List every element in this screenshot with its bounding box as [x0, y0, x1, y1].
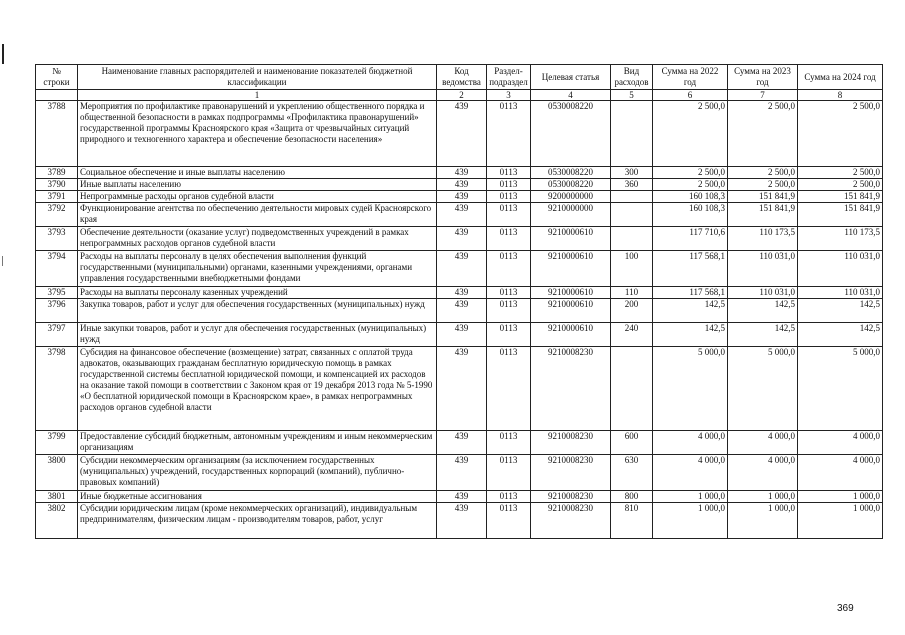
row-target-article: 0530008220 — [531, 101, 611, 167]
row-sum-2023: 110 031,0 — [728, 287, 798, 299]
col-header: Сумма на 2023 год — [728, 65, 798, 90]
col-header: Вид расходов — [611, 65, 653, 90]
row-target-article: 9210008230 — [531, 455, 611, 491]
row-target-article: 9210008230 — [531, 491, 611, 503]
row-sum-2024: 1 000,0 — [798, 503, 883, 539]
row-number: 3798 — [36, 347, 78, 431]
row-department-code: 439 — [437, 179, 487, 191]
row-section-code: 0113 — [487, 431, 531, 455]
row-expense-type — [611, 101, 653, 167]
row-section-code: 0113 — [487, 455, 531, 491]
row-section-code: 0113 — [487, 203, 531, 227]
row-sum-2023: 4 000,0 — [728, 431, 798, 455]
row-sum-2022: 160 108,3 — [653, 191, 728, 203]
row-department-code: 439 — [437, 251, 487, 287]
row-department-code: 439 — [437, 347, 487, 431]
row-expense-type — [611, 191, 653, 203]
row-sum-2022: 142,5 — [653, 323, 728, 347]
row-expense-type — [611, 347, 653, 431]
row-name: Социальное обеспечение и иные выплаты населению — [78, 167, 437, 179]
col-number — [36, 90, 78, 101]
scan-edge-mark — [2, 44, 4, 64]
row-sum-2022: 160 108,3 — [653, 203, 728, 227]
row-sum-2022: 142,5 — [653, 299, 728, 323]
row-number: 3802 — [36, 503, 78, 539]
row-sum-2023: 2 500,0 — [728, 167, 798, 179]
row-sum-2022: 4 000,0 — [653, 431, 728, 455]
row-sum-2023: 151 841,9 — [728, 203, 798, 227]
row-number: 3792 — [36, 203, 78, 227]
col-number: 2 — [437, 90, 487, 101]
row-name: Субсидии юридическим лицам (кроме некоммерческих организаций), индивидуальным предпринимателям, физическим лицам - производителям товаров, работ, услуг — [78, 503, 437, 539]
row-sum-2023: 151 841,9 — [728, 191, 798, 203]
table-row — [36, 503, 883, 539]
row-expense-type: 800 — [611, 491, 653, 503]
table-row — [36, 251, 883, 287]
row-target-article: 9210008230 — [531, 431, 611, 455]
row-sum-2022: 117 568,1 — [653, 251, 728, 287]
table-row — [36, 299, 883, 323]
row-expense-type: 600 — [611, 431, 653, 455]
row-target-article: 9210000610 — [531, 227, 611, 251]
row-name: Расходы на выплаты персоналу казенных учреждений — [78, 287, 437, 299]
row-sum-2023: 1 000,0 — [728, 503, 798, 539]
row-section-code: 0113 — [487, 179, 531, 191]
row-expense-type — [611, 203, 653, 227]
row-expense-type: 240 — [611, 323, 653, 347]
row-department-code: 439 — [437, 167, 487, 179]
col-number: 5 — [611, 90, 653, 101]
row-sum-2024: 2 500,0 — [798, 179, 883, 191]
row-expense-type: 360 — [611, 179, 653, 191]
col-header: Целевая статья — [531, 65, 611, 90]
row-name: Функционирование агентства по обеспечению деятельности мировых судей Красноярского края — [78, 203, 437, 227]
row-sum-2024: 2 500,0 — [798, 167, 883, 179]
row-sum-2024: 4 000,0 — [798, 455, 883, 491]
row-sum-2024: 110 173,5 — [798, 227, 883, 251]
row-sum-2022: 4 000,0 — [653, 455, 728, 491]
row-sum-2024: 151 841,9 — [798, 191, 883, 203]
table-body — [36, 101, 883, 539]
row-target-article: 9210000610 — [531, 323, 611, 347]
col-header: Код ведомства — [437, 65, 487, 90]
row-section-code: 0113 — [487, 299, 531, 323]
row-expense-type: 110 — [611, 287, 653, 299]
table-row — [36, 323, 883, 347]
row-department-code: 439 — [437, 455, 487, 491]
row-number: 3788 — [36, 101, 78, 167]
row-sum-2023: 110 173,5 — [728, 227, 798, 251]
row-target-article: 9210000610 — [531, 251, 611, 287]
row-name: Обеспечение деятельности (оказание услуг) подведомственных учреждений в рамках непрограммных расходов органов судебной власти — [78, 227, 437, 251]
table-row — [36, 491, 883, 503]
row-section-code: 0113 — [487, 287, 531, 299]
row-department-code: 439 — [437, 101, 487, 167]
table-row — [36, 431, 883, 455]
row-number: 3791 — [36, 191, 78, 203]
row-department-code: 439 — [437, 227, 487, 251]
page-number: 369 — [837, 603, 854, 614]
row-number: 3800 — [36, 455, 78, 491]
col-number: 1 — [78, 90, 437, 101]
row-section-code: 0113 — [487, 323, 531, 347]
row-target-article: 9210008230 — [531, 347, 611, 431]
row-section-code: 0113 — [487, 167, 531, 179]
row-section-code: 0113 — [487, 191, 531, 203]
table-row — [36, 347, 883, 431]
row-sum-2023: 5 000,0 — [728, 347, 798, 431]
row-sum-2024: 151 841,9 — [798, 203, 883, 227]
col-header: Наименование главных распорядителей и наименование показателей бюджетной классификации — [78, 65, 437, 90]
row-sum-2024: 5 000,0 — [798, 347, 883, 431]
row-sum-2022: 5 000,0 — [653, 347, 728, 431]
row-name: Мероприятия по профилактике правонарушений и укреплению общественного порядка и общественной безопасности в рамках подпрограммы «Профилактика правонарушений» государственной программы Красноярского края «Защита от чрезвычайных ситуаций природного и техногенного характера и обеспечение безопасности населения» — [78, 101, 437, 167]
row-section-code: 0113 — [487, 101, 531, 167]
col-number: 3 — [487, 90, 531, 101]
row-sum-2022: 2 500,0 — [653, 167, 728, 179]
row-target-article: 9210000610 — [531, 287, 611, 299]
row-expense-type — [611, 227, 653, 251]
col-number: 4 — [531, 90, 611, 101]
row-name: Расходы на выплаты персоналу в целях обеспечения выполнения функций государственными (муниципальными) органами, казенными учреждениями, органами управления государственными внебюджетными фондами — [78, 251, 437, 287]
row-sum-2024: 142,5 — [798, 299, 883, 323]
row-section-code: 0113 — [487, 347, 531, 431]
col-number: 7 — [728, 90, 798, 101]
row-number: 3790 — [36, 179, 78, 191]
row-name: Иные закупки товаров, работ и услуг для обеспечения государственных (муниципальных) нужд — [78, 323, 437, 347]
row-number: 3799 — [36, 431, 78, 455]
row-sum-2022: 117 568,1 — [653, 287, 728, 299]
row-sum-2024: 2 500,0 — [798, 101, 883, 167]
row-target-article: 0530008220 — [531, 167, 611, 179]
row-name: Субсидии некоммерческим организациям (за исключением государственных (муниципальных) учреждений, государственных корпораций (компаний), публично-правовых компаний) — [78, 455, 437, 491]
table-row — [36, 179, 883, 191]
row-sum-2024: 142,5 — [798, 323, 883, 347]
row-sum-2022: 117 710,6 — [653, 227, 728, 251]
table-row — [36, 101, 883, 167]
row-number: 3795 — [36, 287, 78, 299]
row-expense-type: 200 — [611, 299, 653, 323]
col-header: № строки — [36, 65, 78, 90]
row-section-code: 0113 — [487, 251, 531, 287]
row-target-article: 9210008230 — [531, 503, 611, 539]
row-target-article: 0530008220 — [531, 179, 611, 191]
row-sum-2023: 142,5 — [728, 323, 798, 347]
table-row — [36, 227, 883, 251]
row-name: Иные выплаты населению — [78, 179, 437, 191]
row-sum-2023: 4 000,0 — [728, 455, 798, 491]
row-sum-2022: 1 000,0 — [653, 491, 728, 503]
row-department-code: 439 — [437, 287, 487, 299]
row-sum-2024: 1 000,0 — [798, 491, 883, 503]
row-target-article: 9210000610 — [531, 299, 611, 323]
row-sum-2023: 2 500,0 — [728, 179, 798, 191]
row-department-code: 439 — [437, 299, 487, 323]
row-sum-2024: 110 031,0 — [798, 287, 883, 299]
row-number: 3796 — [36, 299, 78, 323]
row-sum-2022: 2 500,0 — [653, 101, 728, 167]
row-number: 3789 — [36, 167, 78, 179]
row-number: 3797 — [36, 323, 78, 347]
row-number: 3793 — [36, 227, 78, 251]
col-number: 8 — [798, 90, 883, 101]
col-header: Сумма на 2022 год — [653, 65, 728, 90]
row-section-code: 0113 — [487, 227, 531, 251]
row-target-article: 9200000000 — [531, 191, 611, 203]
row-name: Закупка товаров, работ и услуг для обеспечения государственных (муниципальных) нужд — [78, 299, 437, 323]
row-department-code: 439 — [437, 491, 487, 503]
row-number: 3801 — [36, 491, 78, 503]
row-department-code: 439 — [437, 203, 487, 227]
row-department-code: 439 — [437, 323, 487, 347]
row-sum-2023: 2 500,0 — [728, 101, 798, 167]
table-row — [36, 203, 883, 227]
row-department-code: 439 — [437, 431, 487, 455]
row-sum-2022: 2 500,0 — [653, 179, 728, 191]
scan-edge-mark — [2, 256, 3, 266]
col-header: Сумма на 2024 год — [798, 65, 883, 90]
row-sum-2023: 1 000,0 — [728, 491, 798, 503]
row-sum-2024: 110 031,0 — [798, 251, 883, 287]
row-sum-2022: 1 000,0 — [653, 503, 728, 539]
col-header: Раздел-подраздел — [487, 65, 531, 90]
row-section-code: 0113 — [487, 491, 531, 503]
budget-table — [35, 64, 883, 539]
table-row — [36, 191, 883, 203]
row-sum-2023: 110 031,0 — [728, 251, 798, 287]
row-expense-type: 630 — [611, 455, 653, 491]
table-row — [36, 287, 883, 299]
row-name: Предоставление субсидий бюджетным, автономным учреждениям и иным некоммерческим организациям — [78, 431, 437, 455]
row-name: Иные бюджетные ассигнования — [78, 491, 437, 503]
row-department-code: 439 — [437, 503, 487, 539]
row-name: Субсидия на финансовое обеспечение (возмещение) затрат, связанных с оплатой труда адвокатов, оказывающих гражданам бесплатную юридическую помощь в рамках государственной системы бесплатной юридической помощи, и компенсацией их расходов на оказание такой помощи в соответствии с Законом края от 19 декабря 2013 года № 5-1990 «О бесплатной юридической помощи в Красноярском крае», в рамках непрограммных расходов органов судебной власти — [78, 347, 437, 431]
table-row — [36, 455, 883, 491]
column-number-row — [36, 90, 883, 101]
row-section-code: 0113 — [487, 503, 531, 539]
row-name: Непрограммные расходы органов судебной власти — [78, 191, 437, 203]
row-sum-2024: 4 000,0 — [798, 431, 883, 455]
row-expense-type: 100 — [611, 251, 653, 287]
row-sum-2023: 142,5 — [728, 299, 798, 323]
row-department-code: 439 — [437, 191, 487, 203]
row-expense-type: 300 — [611, 167, 653, 179]
table-row — [36, 167, 883, 179]
header-row — [36, 65, 883, 90]
row-target-article: 9210000000 — [531, 203, 611, 227]
row-number: 3794 — [36, 251, 78, 287]
col-number: 6 — [653, 90, 728, 101]
row-expense-type: 810 — [611, 503, 653, 539]
